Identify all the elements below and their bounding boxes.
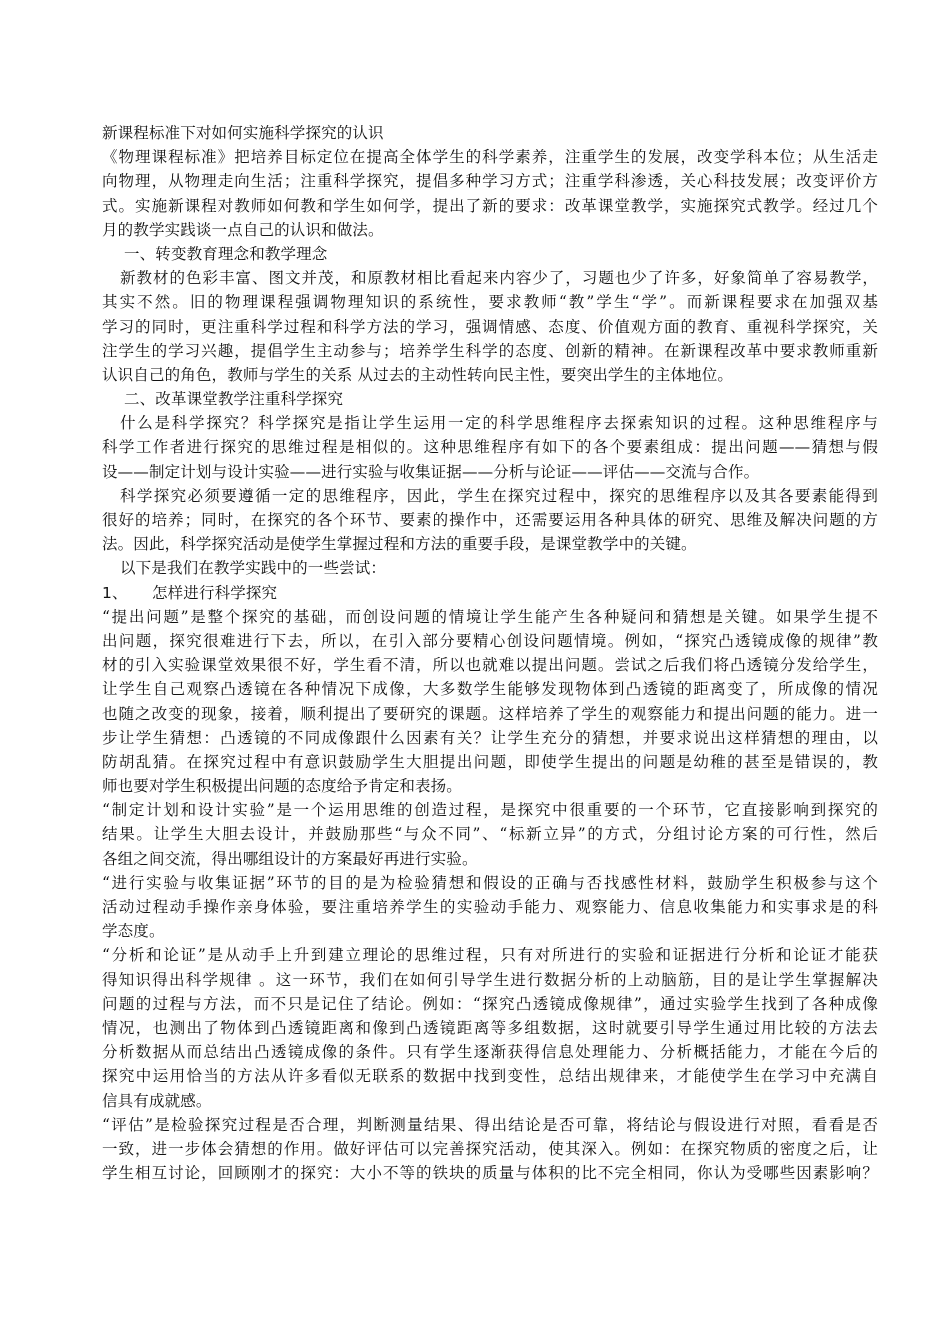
item-heading-1 <box>102 581 878 605</box>
text-line: 防胡乱猜。在探究过程中有意识鼓励学生大胆提出问题，即使学生提出的问题是幼稚的甚至是错误的，教 <box>102 752 878 771</box>
text-line: 科学探究必须要遵循一定的思维程序，因此，学生在探究过程中，探究的思维程序以及其各要素能得到 <box>120 486 878 505</box>
intro-paragraph <box>102 145 878 242</box>
text-line: 信具有成就感。 <box>102 1091 212 1110</box>
item-number: 1、 <box>102 583 128 602</box>
text-line: 各组之间交流，得出哪组设计的方案最好再进行实验。 <box>102 849 478 868</box>
section2-paragraph-3: 以下是我们在教学实践中的一些尝试： <box>120 559 387 578</box>
text-line: 科学工作者进行探究的思维过程是相似的。这种思维程序有如下的各个要素组成：提出问题——猜想与假 <box>102 438 878 457</box>
text-line: 师也要对学生积极提出问题的态度给予肯定和表扬。 <box>102 777 462 796</box>
text-line: 新教材的色彩丰富、图文并茂，和原教材相比看起来内容少了，习题也少了许多，好象简单了容易教学， <box>120 269 878 288</box>
text-line: 一致，进一步体会猜想的作用。做好评估可以完善探究活动，使其深入。例如：在探究物质的密度之后，让 <box>102 1139 878 1158</box>
text-line: “评估”是检验探究过程是否合理，判断测量结果、得出结论是否可靠，将结论与假设进行对照，看看是否 <box>102 1115 878 1134</box>
text-line: 结果。让学生大胆去设计，并鼓励那些“与众不同”、“标新立异”的方式，分组讨论方案的可行性，然后 <box>102 825 878 844</box>
text-line: 学习的同时，更注重科学过程和科学方法的学习，强调情感、态度、价值观方面的教育、重视科学探究，关 <box>102 317 878 336</box>
text-line: 月的教学实践谈一点自己的认识和做法。 <box>102 220 384 239</box>
document-title: 新课程标准下对如何实施科学探究的认识 <box>102 124 384 142</box>
text-line: 步让学生猜想：凸透镜的不同成像跟什么因素有关？让学生充分的猜想，并要求说出这样猜想的理由，以 <box>102 728 878 747</box>
paragraph-plan <box>102 798 878 871</box>
text-line: 分析数据从而总结出凸透镜成像的条件。只有学生逐渐获得信息处理能力、分析概括能力，才能在今后的 <box>102 1043 878 1062</box>
paragraph-analysis <box>102 943 878 1112</box>
text-line: 材的引入实验课堂效果很不好，学生看不清，所以也就难以提出问题。尝试之后我们将凸透镜分发给学生， <box>102 656 878 675</box>
text-line: 让学生自己观察凸透镜在各种情况下成像，大多数学生能够发现物体到凸透镜的距离变了，所成像的情况 <box>102 680 878 699</box>
text-line: “提出问题”是整个探究的基础，而创设问题的情境让学生能产生各种疑问和猜想是关键。如果学生提不 <box>102 607 878 626</box>
text-line: 探究中运用恰当的方法从许多看似无联系的数据中找到变性，总结出规律来，才能使学生在学习中充满自 <box>102 1067 878 1086</box>
text-line: 式。实施新课程对教师如何教和学生如何学，提出了新的要求：改革课堂教学，实施探究式教学。经过几个 <box>102 196 878 215</box>
text-line: 什么是科学探究？科学探究是指让学生运用一定的科学思维程序去探索知识的过程。这种思维程序与 <box>120 414 878 433</box>
text-line: “进行实验与收集证据”环节的目的是为检验猜想和假设的正确与否找感性材料，鼓励学生积极参与这个 <box>102 873 878 892</box>
text-line: 设——制定计划与设计实验——进行实验与收集证据——分析与论证——评估——交流与合作。 <box>102 462 760 481</box>
text-line: 注学生的学习兴趣，提倡学生主动参与；培养学生科学的态度、创新的精神。在新课程改革中要求教师重新 <box>102 341 878 360</box>
section-heading-1: 一、转变教育理念和教学理念 <box>124 244 328 263</box>
text-line: 《物理课程标准》把培养目标定位在提高全体学生的科学素养，注重学生的发展，改变学科本位；从生活走 <box>102 148 878 167</box>
paragraph-question <box>102 605 878 799</box>
section-heading-2: 二、改革课堂教学注重科学探究 <box>124 390 344 409</box>
section2-paragraph-1 <box>102 411 878 484</box>
paragraph-evaluate <box>102 1113 878 1186</box>
text-line: 情况，也测出了物体到凸透镜距离和像到凸透镜距离等多组数据，这时就要引导学生通过用比较的方法去 <box>102 1018 878 1037</box>
text-line: 活动过程动手操作亲身体验，要注重培养学生的实验动手能力、观察能力、信息收集能力和实事求是的科 <box>102 898 878 916</box>
text-line: 学态度。 <box>102 922 165 941</box>
text-line: 也随之改变的现象，接着，顺利提出了要研究的课题。这样培养了学生的观察能力和提出问题的能力。进一 <box>102 704 878 723</box>
text-line: 学生相互讨论，回顾刚才的探究：大小不等的铁块的质量与体积的比不完全相同，你认为受哪些因素影响？ <box>102 1164 878 1183</box>
item-heading-text: 怎样进行科学探究 <box>152 583 278 602</box>
paragraph-experiment <box>102 871 878 944</box>
section2-paragraph-2 <box>102 484 878 557</box>
text-line: 法。因此，科学探究活动是使学生掌握过程和方法的重要手段，是课堂教学中的关键。 <box>102 535 697 554</box>
text-line: 得知识得出科学规律 。这一环节，我们在如何引导学生进行数据分析的上动脑筋，目的是让学生掌握解决 <box>102 970 878 989</box>
text-line: 认识自己的角色，教师与学生的关系 从过去的主动性转向民主性，要突出学生的主体地位。 <box>102 365 734 384</box>
text-line: 很好的培养；同时，在探究的各个环节、要素的操作中，还需要运用各种具体的研究、思维及解决问题的方 <box>102 511 878 529</box>
text-line: 问题的过程与方法，而不只是记住了结论。例如：“探究凸透镜成像规律”，通过实验学生找到了各种成像 <box>102 994 878 1013</box>
text-line: 向物理，从物理走向生活；注重科学探究，提倡多种学习方式；注重学科渗透，关心科技发展；改变评价方 <box>102 172 878 191</box>
text-line: “分析和论证”是从动手上升到建立理论的思维过程，只有对所进行的实验和证据进行分析和论证才能获 <box>102 946 878 965</box>
text-line: 出问题，探究很难进行下去，所以，在引入部分要精心创设问题情境。例如，“探究凸透镜成像的规律”教 <box>102 631 878 650</box>
text-line: “制定计划和设计实验”是一个运用思维的创造过程，是探究中很重要的一个环节，它直接影响到探究的 <box>102 801 878 820</box>
document-page <box>102 121 878 1185</box>
text-line: 其实不然。旧的物理课程强调物理知识的系统性，要求教师“教”学生“学”。而新课程要求在加强双基 <box>102 293 878 312</box>
section1-paragraph <box>102 266 878 387</box>
